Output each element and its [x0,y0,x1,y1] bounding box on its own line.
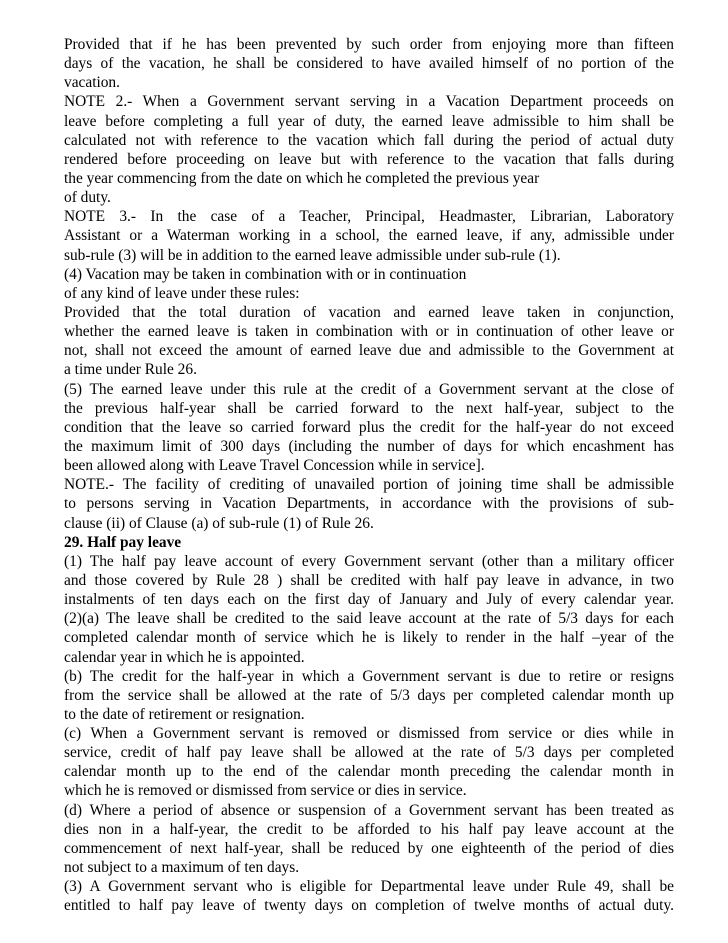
text-line: not subject to a maximum of ten days. [64,859,300,877]
text-line: entitled to half pay leave of twenty days on completion of twelve months of actual duty. [64,897,674,915]
text-line: (4) Vacation may be taken in combination with or in continuation [64,265,467,283]
text-line: NOTE 3.- In the case of a Teacher, Principal, Headmaster, Librarian, Laboratory [64,208,674,226]
text-line: clause (ii) of Clause (a) of sub-rule (1) of Rule 26. [64,514,374,532]
text-line: (1) The half pay leave account of every Government servant (other than a military officer [64,552,674,570]
text-line: condition that the leave so carried forward plus the credit for the half-year do not exceed [64,418,674,436]
text-line: (2)(a) The leave shall be credited to the said leave account at the rate of 5/3 days for each [64,610,674,628]
text-line: which he is removed or dismissed from service or dies in service. [64,782,467,800]
text-line: days of the vacation, he shall be considered to have availed himself of no portion of the [64,55,674,73]
text-line: from the service shall be allowed at the rate of 5/3 days per completed calendar month up [64,686,674,704]
text-line: completed calendar month of service which he is likely to render in the half –year of the [64,629,674,647]
text-line: not, shall not exceed the amount of earned leave due and admissible to the Government at [64,342,674,360]
text-line: (5) The earned leave under this rule at the credit of a Government servant at the close of [64,380,674,398]
text-line: Provided that if he has been prevented by such order from enjoying more than fifteen [64,36,674,53]
text-line: leave before completing a full year of duty, the earned leave admissible to him shall be [64,112,674,130]
text-line: (b) The credit for the half-year in which a Government servant is due to retire or resigns [64,667,674,685]
section-heading: 29. Half pay leave [64,533,182,551]
document-page [64,35,674,915]
text-line: commencement of next half-year, shall be reduced by one eighteenth of the period of dies [64,839,674,857]
text-line: the previous half-year shall be carried forward to the next half-year, subject to the [64,399,674,417]
text-line: Assistant or a Waterman working in a school, the earned leave, if any, admissible under [64,227,674,245]
text-line: calculated not with reference to the vacation which fall during the period of actual duty [64,131,674,149]
text-line: of duty. [64,189,111,207]
text-line: calendar month up to the end of the calendar month preceding the calendar month in [64,763,674,781]
text-line: calendar year in which he is appointed. [64,648,305,666]
text-line: of any kind of leave under these rules: [64,284,300,302]
text-line: whether the earned leave is taken in combination with or in continuation of other leave or [64,323,674,341]
text-line: service, credit of half pay leave shall be allowed at the rate of 5/3 days per completed [64,744,674,762]
text-line: Provided that the total duration of vacation and earned leave taken in conjunction, [64,303,674,321]
text-line: a time under Rule 26. [64,361,197,379]
text-line: NOTE.- The facility of crediting of unavailed portion of joining time shall be admissible [64,476,674,494]
text-line: rendered before proceeding on leave but with reference to the vacation that falls during [64,150,674,168]
text-line: (c) When a Government servant is removed or dismissed from service or dies while in [64,725,674,743]
text-line: NOTE 2.- When a Government servant serving in a Vacation Department proceeds on [64,93,674,111]
text-line: instalments of ten days each on the first day of January and July of every calendar year. [64,591,674,609]
text-line: the year commencing from the date on which he completed the previous year [64,169,540,187]
text-line: (d) Where a period of absence or suspension of a Government servant has been treated as [64,801,674,819]
text-line: to persons serving in Vacation Departments, in accordance with the provisions of sub- [64,495,674,513]
text-line: and those covered by Rule 28 ) shall be credited with half pay leave in advance, in two [64,571,674,589]
text-line: the maximum limit of 300 days (including the number of days for which encashment has [64,437,674,455]
text-line: to the date of retirement or resignation. [64,705,305,723]
text-line: (3) A Government servant who is eligible for Departmental leave under Rule 49, shall be [64,878,674,896]
text-line: dies non in a half-year, the credit to be afforded to his half pay leave account at the [64,820,674,838]
text-line: been allowed along with Leave Travel Concession while in service]. [64,457,485,475]
text-line: sub-rule (3) will be in addition to the earned leave admissible under sub-rule (1). [64,246,561,264]
text-line: vacation. [64,74,120,92]
